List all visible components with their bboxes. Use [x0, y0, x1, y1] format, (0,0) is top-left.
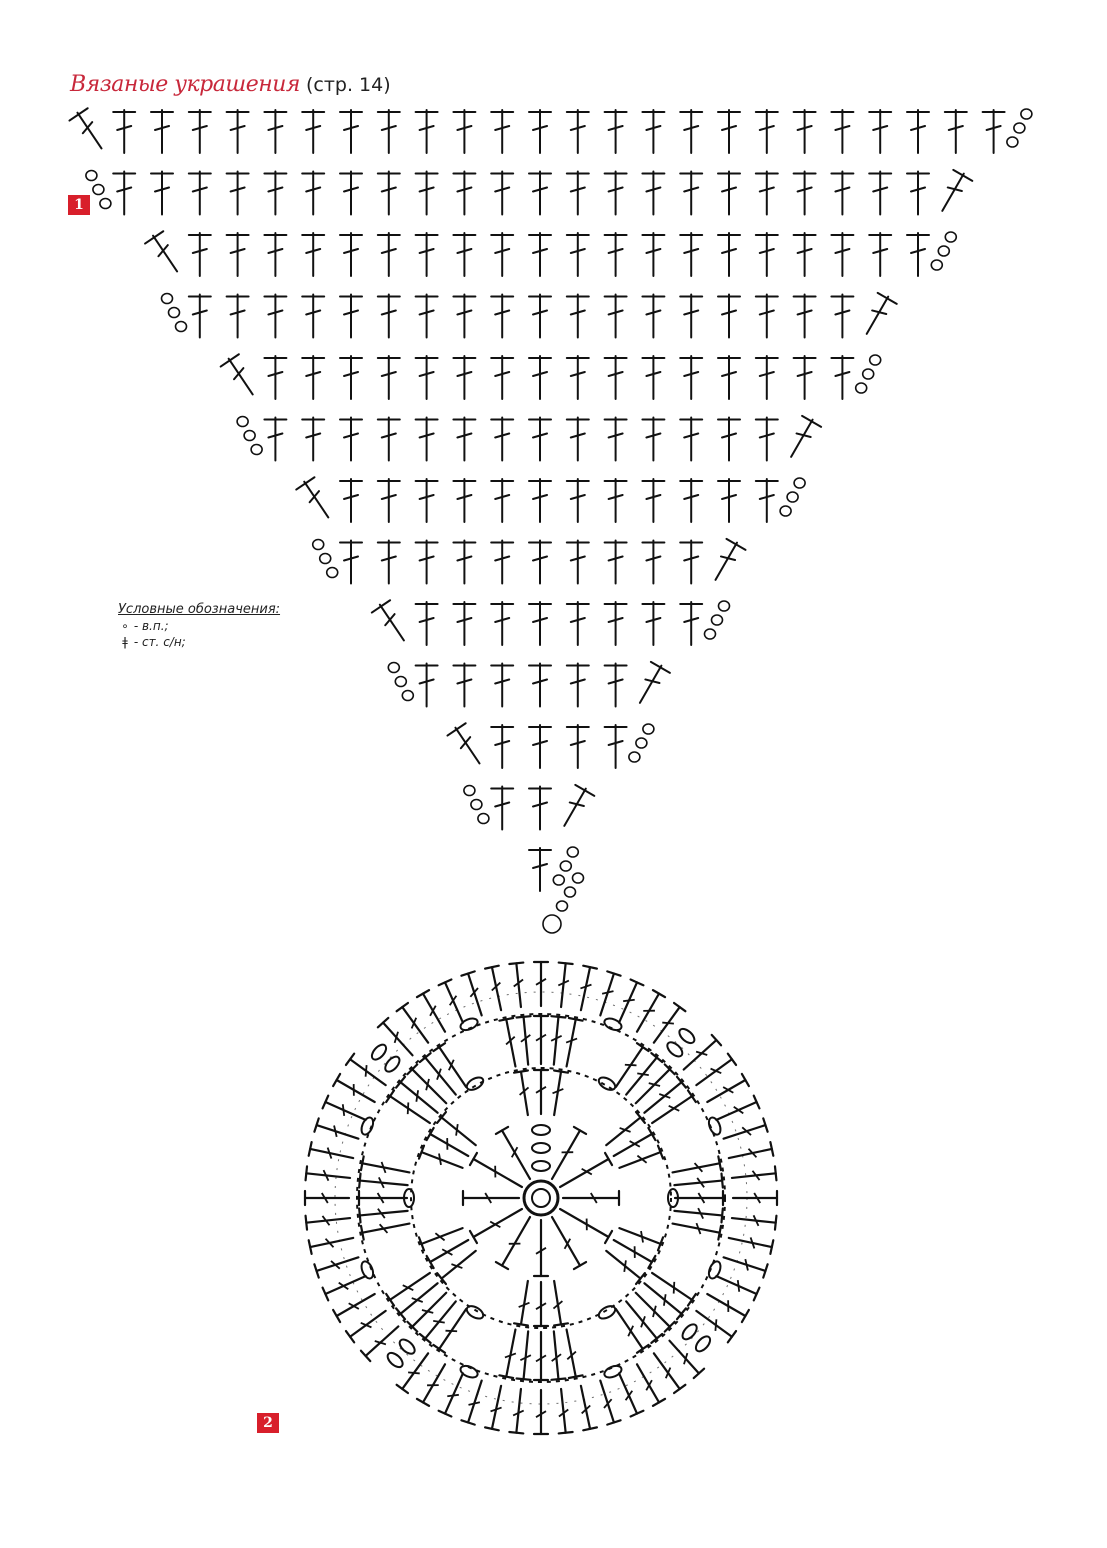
- round3-dc: [386, 1090, 434, 1128]
- round4-dc: [554, 963, 573, 1008]
- round4-dc: [323, 1270, 369, 1301]
- round4-dc: [631, 990, 665, 1035]
- chain-stitch: [597, 1303, 618, 1321]
- round4-dc: [534, 1390, 548, 1434]
- round4-dc: [692, 1054, 736, 1091]
- page-reference: (стр. 14): [305, 74, 391, 96]
- round3-dc: [420, 1053, 461, 1099]
- chain-stitch: [383, 1054, 402, 1074]
- chain-stitch: [465, 1303, 486, 1321]
- chain-stitch: [693, 1334, 712, 1354]
- round4-dc: [613, 1371, 644, 1417]
- chain-stitch: [369, 1042, 388, 1062]
- round4-dc: [309, 1231, 355, 1254]
- round3-dc: [671, 1217, 721, 1240]
- round1-dc: [534, 1220, 548, 1276]
- round2-dc: [547, 1070, 568, 1116]
- round3-dc: [359, 1204, 408, 1223]
- round1-dc: [463, 1191, 519, 1205]
- round3-dc: [433, 1043, 471, 1091]
- chain-stitch: [385, 1350, 405, 1369]
- chain-stitch: [597, 1075, 618, 1093]
- round4-dc: [704, 1074, 749, 1108]
- round4-dc: [461, 971, 488, 1017]
- legend-label-chain: - в.п.;: [133, 619, 169, 633]
- section-title: Вязаные украшения: [70, 72, 300, 97]
- round4-dc: [727, 1142, 773, 1165]
- round4-dc: [509, 1388, 528, 1433]
- round4-dc: [333, 1288, 378, 1322]
- round3-dc: [407, 1064, 451, 1108]
- chain-stitch: [665, 1040, 685, 1059]
- round3-dc: [631, 1288, 675, 1332]
- round3-dc: [499, 1328, 522, 1378]
- round3-dc: [517, 1331, 536, 1380]
- round4-dc: [417, 1361, 451, 1406]
- round3-dc: [671, 1156, 721, 1179]
- round3-dc: [610, 1305, 648, 1353]
- round3-dc: [517, 1016, 536, 1065]
- chain-stitch: [677, 1026, 697, 1045]
- round4-dc: [594, 971, 621, 1017]
- round4-dc: [439, 980, 470, 1026]
- round4-dc: [731, 1166, 776, 1185]
- round3-dc: [359, 1191, 407, 1205]
- round3-dc: [560, 1328, 583, 1378]
- round2-dc: [437, 1245, 480, 1284]
- round4-dc: [594, 1378, 621, 1424]
- round3-dc: [648, 1267, 696, 1305]
- round4-dc: [733, 1191, 777, 1205]
- round4-dc: [397, 1349, 434, 1393]
- round3-dc: [621, 1297, 662, 1343]
- round4-dc: [323, 1096, 369, 1127]
- chain-stitch: [465, 1075, 486, 1093]
- center-ring-inner: [532, 1189, 550, 1207]
- round3-dc: [359, 1174, 408, 1193]
- round3-dc: [433, 1305, 471, 1353]
- round1-dc: [470, 1203, 525, 1243]
- round2-dc: [547, 1280, 568, 1326]
- round4-dc: [333, 1074, 378, 1108]
- round4-dc: [574, 1384, 597, 1430]
- round3-dc: [386, 1267, 434, 1305]
- round4-dc: [309, 1142, 355, 1165]
- round3-dc: [534, 1016, 548, 1064]
- round4-dc: [417, 990, 451, 1035]
- round2-dc: [437, 1112, 480, 1151]
- legend-label-dc: - ст. с/н;: [133, 635, 186, 649]
- round3-dc: [547, 1016, 566, 1065]
- round1-dc: [546, 1214, 586, 1269]
- round4-dc: [648, 1003, 685, 1047]
- round3-dc: [648, 1090, 696, 1128]
- round4-dc: [346, 1305, 390, 1342]
- chain-stitch: [680, 1322, 699, 1342]
- round2-dc: [514, 1070, 535, 1116]
- round4-dc: [306, 1166, 351, 1185]
- round4-dc: [727, 1231, 773, 1254]
- round4-dc: [509, 963, 528, 1008]
- round1-dc: [496, 1127, 536, 1182]
- round4-dc: [714, 1270, 760, 1301]
- round4-dc: [346, 1054, 390, 1091]
- figure-2-badge: 2: [257, 1413, 279, 1433]
- round3-dc: [610, 1043, 648, 1091]
- round4-dc: [631, 1361, 665, 1406]
- round4-dc: [648, 1349, 685, 1393]
- round3-dc: [560, 1018, 583, 1068]
- round2-dc: [534, 1282, 548, 1326]
- round4-dc: [314, 1251, 360, 1278]
- round3-dc: [396, 1278, 442, 1319]
- round2-dc: [602, 1112, 645, 1151]
- chain-stitch: [532, 1161, 550, 1171]
- chain-stitch-icon: ∘: [121, 619, 129, 633]
- round4-dc: [704, 1288, 749, 1322]
- round2-dc: [514, 1280, 535, 1326]
- round4-dc: [714, 1096, 760, 1127]
- round1-dc: [557, 1203, 612, 1243]
- round4-dc: [306, 1211, 351, 1230]
- legend-title: Условные обозначения:: [118, 602, 281, 617]
- round1-dc: [496, 1214, 536, 1269]
- round4-dc: [397, 1003, 434, 1047]
- round3-dc: [621, 1053, 662, 1099]
- round4-dc: [461, 1378, 488, 1424]
- round3-dc: [631, 1064, 675, 1108]
- round4-dc: [485, 966, 508, 1012]
- round4-dc: [485, 1384, 508, 1430]
- round4-dc: [574, 966, 597, 1012]
- round4-dc: [314, 1118, 360, 1145]
- round3-dc: [499, 1018, 522, 1068]
- round2-dc: [534, 1070, 548, 1114]
- round4-dc: [613, 980, 644, 1026]
- round3-dc: [674, 1204, 723, 1223]
- round4-dc: [721, 1118, 767, 1145]
- center-ring: [524, 1181, 558, 1215]
- round3-dc: [396, 1077, 442, 1118]
- round4-dc: [731, 1211, 776, 1230]
- round1-dc: [470, 1153, 525, 1193]
- round2-dc: [602, 1245, 645, 1284]
- round3-dc: [420, 1297, 461, 1343]
- round3-dc: [640, 1077, 686, 1118]
- round3-dc: [674, 1174, 723, 1193]
- chain-stitch: [532, 1143, 550, 1153]
- round3-dc: [640, 1278, 686, 1319]
- chain-stitch: [397, 1337, 417, 1356]
- round3-dc: [361, 1156, 411, 1179]
- round3-dc: [534, 1332, 548, 1380]
- round4-dc: [439, 1371, 470, 1417]
- round3-dc: [407, 1288, 451, 1332]
- round4-dc: [554, 1388, 573, 1433]
- chain-stitch: [532, 1125, 550, 1135]
- round4-dc: [534, 962, 548, 1006]
- round1-dc: [546, 1127, 586, 1182]
- round4-dc: [305, 1191, 349, 1205]
- round1-dc: [563, 1191, 619, 1205]
- figure-1-badge: 1: [68, 195, 90, 215]
- round4-dc: [721, 1251, 767, 1278]
- round4-dc: [692, 1305, 736, 1342]
- round1-dc: [557, 1153, 612, 1193]
- double-crochet-icon: ǂ: [122, 635, 128, 649]
- round3-dc: [547, 1331, 566, 1380]
- round3-dc: [361, 1217, 411, 1240]
- round3-dc: [675, 1191, 723, 1205]
